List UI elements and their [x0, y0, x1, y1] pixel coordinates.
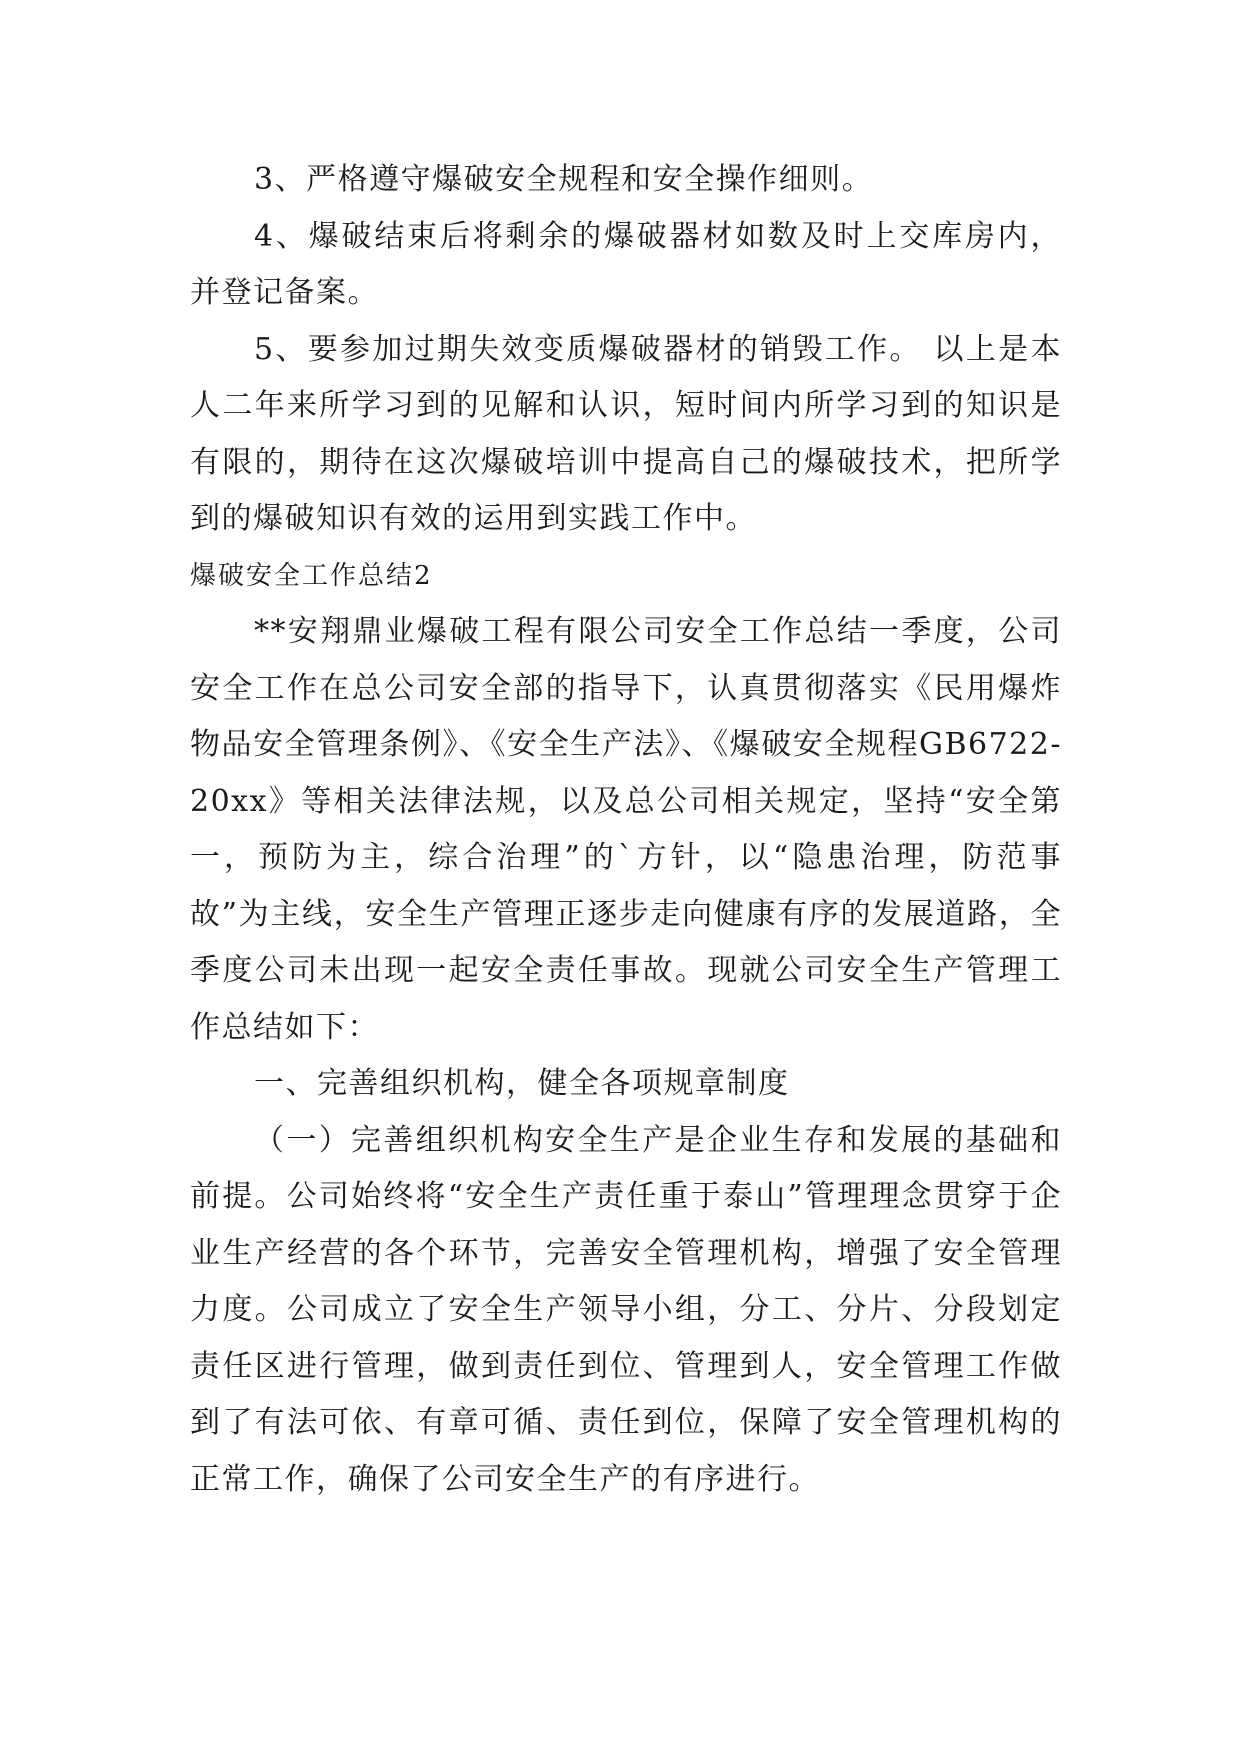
paragraph-subsection-1: （一）完善组织机构安全生产是企业生存和发展的基础和前提。公司始终将“安全生产责任重于泰山”管理理念贯穿于企业生产经营的各个环节，完善安全管理机构，增强了安全管理力度。公司成立了安全生产领导小组，分工、分片、分段划定责任区进行管理，做到责任到位、管理到人，安全管理工作做到了有法可依、有章可循、责任到位，保障了安全管理机构的正常工作，确保了公司安全生产的有序进行。	[190, 1122, 1062, 1497]
paragraph-intro: **安翔鼎业爆破工程有限公司安全工作总结一季度，公司安全工作在总公司安全部的指导下，认真贯彻落实《民用爆炸物品安全管理条例》、《安全生产法》、《爆破安全规程GB6722-20xx》等相关法律法规，以及总公司相关规定，坚持“安全第一，预防为主，综合治理”的`方针，以“隐患治理，防范事故”为主线，安全生产管理正逐步走向健康有序的发展道路，全季度公司未出现一起安全责任事故。现就公司安全生产管理工作总结如下：	[190, 614, 1062, 1045]
paragraph-item-4: 4、爆破结束后将剩余的爆破器材如数及时上交库房内，并登记备案。	[190, 218, 1062, 310]
paragraph-item-5: 5、要参加过期失效变质爆破器材的销毁工作。 以上是本人二年来所学习到的见解和认识，短时间内所学习到的知识是有限的，期待在这次爆破培训中提高自己的爆破技术，把所学到的爆破知识有效的运用到实践工作中。	[190, 331, 1062, 536]
section-title: 爆破安全工作总结2	[190, 560, 433, 591]
document-page	[190, 152, 1062, 1508]
paragraph-heading-1: 一、完善组织机构，健全各项规章制度	[254, 1066, 790, 1101]
paragraph-item-3: 3、严格遵守爆破安全规程和安全操作细则。	[254, 162, 874, 197]
